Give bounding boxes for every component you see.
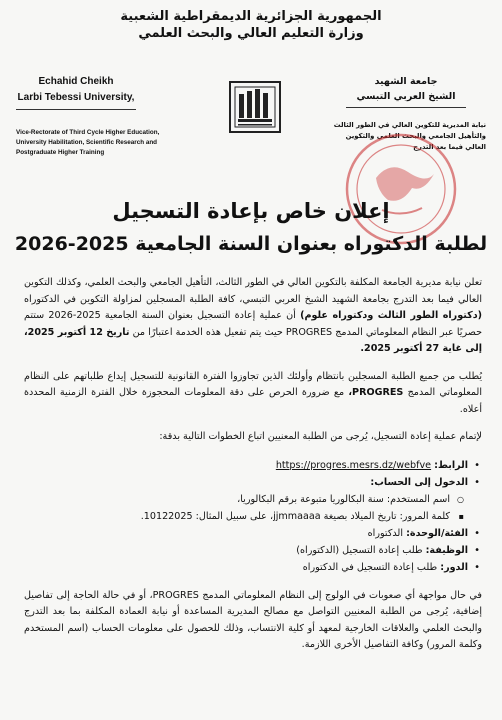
registration-period: تاريخ 12 أكتوبر 2025، إلى غاية 27 أكتوبر 2025. xyxy=(24,326,482,354)
request-text: يُطلب من جميع الطلبة المسجلين بانتظام وأولئك الذين تجاوزوا الفترة القانونية للتسجيل إيداع طلباتهم على النظام المعلوماتي المدمج xyxy=(24,370,482,398)
intro-text: تعلن نيابة مديرية الجامعة المكلفة بالتكوين العالي في الطور الثالث، التأهيل الجامعي والبحث العلمي، وكذلك التكوين العالي فيما بعد التدرج بجامعة الشهيد الشيخ العربي التبسي، كافة الطلبة المسجلين لمزاولة التكوين في الدكتوراه xyxy=(24,277,482,305)
university-name-en-line2: Larbi Tebessi University, xyxy=(16,90,136,110)
ministry-name: وزارة التعليم العالي والبحث العلمي xyxy=(138,26,364,41)
list-item-class xyxy=(24,525,468,542)
paragraph-steps-intro: لإتمام عملية إعادة التسجيل، يُرجى من الطلبة المعنيين اتباع الخطوات التالية بدقة: xyxy=(159,431,482,442)
role-label: الدور: xyxy=(440,561,468,573)
document-header xyxy=(0,8,502,42)
english-letterhead xyxy=(16,74,216,158)
paragraph-support: في حال مواجهة أي صعوبات في الولوج إلى النظام المعلوماتي المدمج PROGRES، أو في حالة الحاجة إلى تفاصيل إضافية، يُرجى من الطلبة المعنيين التواصل مع مصالح المديرية المساعدة أو نيابة العمادة المكلفة بما بعد التدرج والبحث العلمي والعلاقات الخارجية لمعهد أو كلية الانتساب، وذلك للحصول على معلومات الحساب (اسم المستخدم وكلمة المرور) وكافة التفاصيل الأخرى اللازمة. xyxy=(24,589,482,650)
title-line1: إعلان خاص بإعادة التسجيل xyxy=(112,199,390,223)
university-name-en xyxy=(16,74,136,110)
university-name-ar xyxy=(346,74,466,108)
class-value: الدكتوراه xyxy=(367,527,404,539)
list-item-login xyxy=(24,474,468,491)
list-item-password: ▪ كلمة المرور: تاريخ الميلاد بصيغة jjmmaaaa، على سبيل المثال: 10122025. xyxy=(24,508,468,525)
vice-rectorate-ar-line2: والتأهيل الجامعي والبحث العلمي والتكوين xyxy=(345,132,486,140)
role-value: طلب إعادة التسجيل في الدكتوراه xyxy=(302,561,438,573)
republic-name: الجمهورية الجزائرية الديمقراطية الشعبية xyxy=(120,9,382,24)
list-item-username: ○ اسم المستخدم: سنة البكالوريا متبوعة برقم البكالوريا، xyxy=(24,491,468,508)
class-label: الفئة/الوحدة: xyxy=(406,527,468,539)
university-name-ar-line2: الشيخ العربي التبسي xyxy=(346,89,466,108)
steps-list xyxy=(24,457,482,576)
paragraph-request xyxy=(24,369,482,419)
university-name-ar-line1: جامعة الشهيد xyxy=(374,76,438,87)
function-value: طلب إعادة التسجيل (الدكتوراه) xyxy=(296,544,423,556)
list-item-role xyxy=(24,559,468,576)
list-item-function xyxy=(24,542,468,559)
announcement-title xyxy=(0,196,502,258)
university-name-en-line1: Echahid Cheikh xyxy=(38,76,114,87)
link-label: الرابط: xyxy=(434,459,468,471)
paragraph-intro xyxy=(24,275,482,358)
login-label: الدخول إلى الحساب: xyxy=(370,476,468,488)
function-label: الوظيفة: xyxy=(425,544,468,556)
vice-rectorate-en xyxy=(16,128,216,158)
intro-text-continued: أن عملية إعادة التسجيل بعنوان السنة الجامعية 2025-2026 ستتم حصريًا عبر النظام المعلوماتي المدمج PROGRES حيث يتم تفعيل هذه الخدمة اعتبارًا من xyxy=(24,310,483,338)
vice-rectorate-en-line2: University Habilitation, Scientific Research and xyxy=(16,139,158,146)
vice-rectorate-ar-line3: العالي فيما بعد التدرج xyxy=(413,143,486,151)
vice-rectorate-en-line3: Postgraduate Higher Training xyxy=(16,149,105,156)
request-text-continued: مع ضرورة الحرص على دقة المعلومات المحجوزة خلال الفترة الزمنية المحددة أعلاه. xyxy=(24,387,482,415)
vice-rectorate-en-line1: Vice-Rectorate of Third Cycle Higher Education, xyxy=(16,129,160,136)
vice-rectorate-ar-line1: نيابة المديرية للتكوين العالي في الطور الثالث xyxy=(333,121,486,129)
title-line2: لطلبة الدكتوراه بعنوان السنة الجامعية 2025-2026 xyxy=(14,233,488,255)
announcement-body xyxy=(24,275,482,665)
university-logo xyxy=(226,78,284,136)
progres-system-name: PROGRES، xyxy=(348,387,404,398)
list-item-link xyxy=(24,457,468,474)
doctorate-types: (دكتوراه الطور الثالث ودكتوراه علوم) xyxy=(300,310,483,321)
progres-link[interactable]: https://progres.mesrs.dz/webfve xyxy=(275,459,432,471)
